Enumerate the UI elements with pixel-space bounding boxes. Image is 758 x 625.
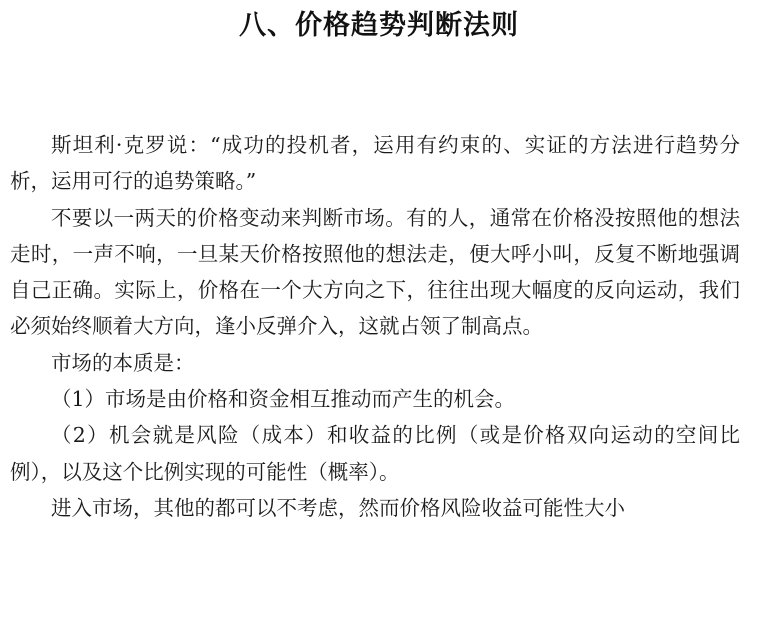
section-title: 八、价格趋势判断法则: [239, 10, 519, 41]
paragraph-entering-market: 进入市场，其他的都可以不考虑，然而价格风险收益可能性大小: [51, 495, 625, 520]
paragraph-market-essence: 市场的本质是：: [51, 350, 195, 375]
paragraph-point-2: （2）机会就是风险（成本）和收益的比例（或是价格双向运动的空间比例），以及这个比例实现的可能性（概率）。: [10, 423, 740, 484]
body-text: [10, 127, 740, 526]
paragraph-point-1: （1）市场是由价格和资金相互推动而产生的机会。: [51, 387, 516, 412]
paragraph-quote: 斯坦利·克罗说：“成功的投机者，运用有约束的、实证的方法进行趋势分析，运用可行的追势策略。”: [10, 133, 740, 194]
paragraph-market-judgment: 不要以一两天的价格变动来判断市场。有的人，通常在价格没按照他的想法走时，一声不响，一旦某天价格按照他的想法走，便大呼小叫，反复不断地强调自己正确。实际上，价格在一个大方向之下，往往出现大幅度的反向运动，我们必须始终顺着大方向，逢小反弹介入，这就占领了制高点。: [10, 205, 740, 339]
